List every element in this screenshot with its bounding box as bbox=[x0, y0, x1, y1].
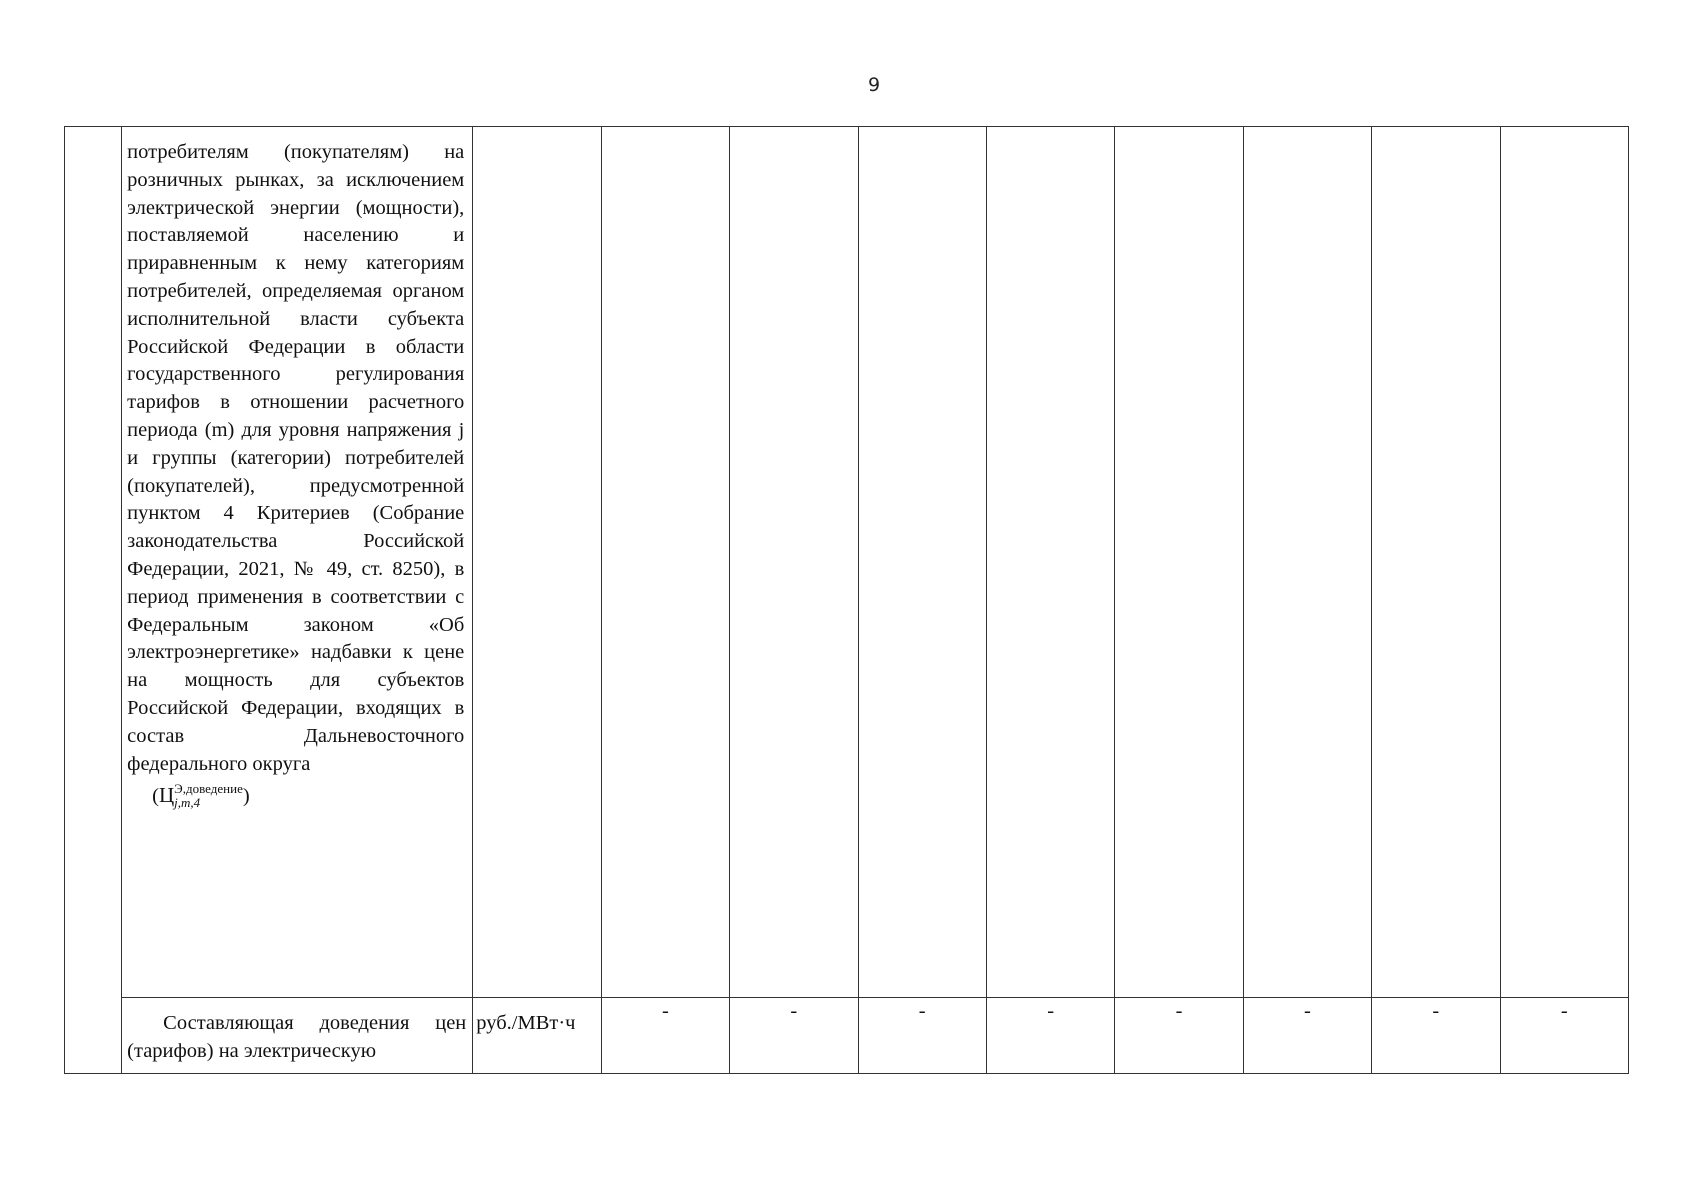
unit-cell bbox=[473, 998, 601, 1074]
table-row bbox=[65, 998, 1629, 1074]
formula-subscript: j,m,4 bbox=[174, 794, 201, 810]
value-cell: - bbox=[730, 998, 858, 1074]
formula-superscript: Э,доведение bbox=[174, 780, 243, 796]
description-cell bbox=[122, 998, 473, 1074]
value-cell: - bbox=[1500, 998, 1628, 1074]
value-cell bbox=[1243, 127, 1371, 998]
formula bbox=[122, 778, 472, 813]
value-cell bbox=[1372, 127, 1500, 998]
value-cell bbox=[730, 127, 858, 998]
description-cell bbox=[122, 127, 473, 998]
value-cell bbox=[986, 127, 1114, 998]
value-cell: - bbox=[858, 998, 986, 1074]
tariff-table bbox=[64, 126, 1629, 1074]
table-row bbox=[65, 127, 1629, 998]
formula-open: ( bbox=[152, 785, 159, 808]
value-cell bbox=[858, 127, 986, 998]
description-text: Составляющая доведения цен (тарифов) на электрическую bbox=[127, 1012, 467, 1062]
formula-close: ) bbox=[242, 785, 250, 808]
description-text: потребителям (покупателям) на розничных рынках, за исключением электрической энергии (мощности), поставляемой населению и приравненным к нему категориям потребителей, определяемая органом исполнительной власти субъекта Российской Федерации в области государственного регулирования тарифов в отношении расчетного периода (m) для уровня напряжения j и группы (категории) потребителей (покупателей), предусмотренной пунктом 4 Критериев (Собрание законодательства Российской Федерации, 2021, № 49, ст. 8250), в период применения в соответствии с Федеральным законом «Об электроэнергетике» надбавки к цене на мощность для субъектов Российской Федерации, входящих в состав Дальневосточного федерального округа bbox=[127, 141, 465, 775]
index-cell bbox=[65, 127, 122, 1074]
value-cell: - bbox=[986, 998, 1114, 1074]
value-cell: - bbox=[1115, 998, 1243, 1074]
value-cell bbox=[601, 127, 729, 998]
value-cell bbox=[1500, 127, 1628, 998]
unit-cell bbox=[473, 127, 601, 998]
value-cell: - bbox=[601, 998, 729, 1074]
value-cell: - bbox=[1372, 998, 1500, 1074]
value-cell: - bbox=[1243, 998, 1371, 1074]
page-number: 9 bbox=[867, 74, 881, 96]
unit-text: руб./МВт·ч bbox=[476, 1012, 576, 1034]
formula-symbol: Ц bbox=[159, 783, 175, 808]
value-cell bbox=[1115, 127, 1243, 998]
